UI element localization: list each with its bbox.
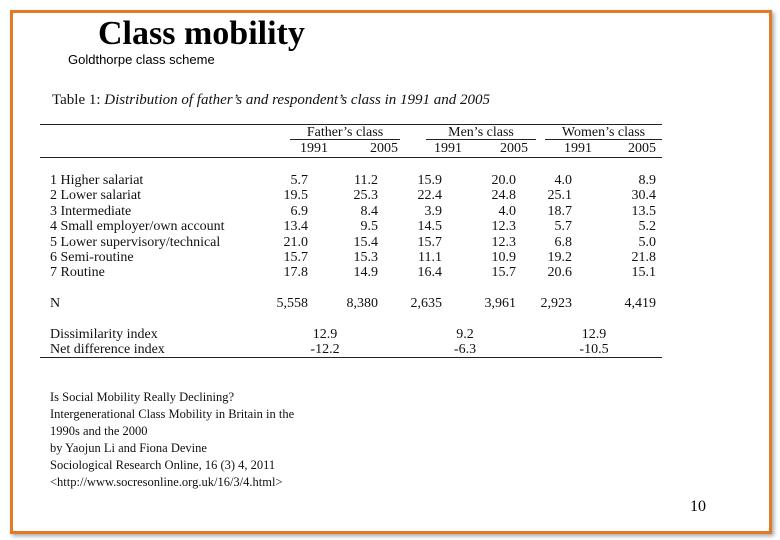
table-cell: 6.8	[554, 235, 572, 250]
index-cell: -6.3	[453, 342, 477, 357]
index-cell: -12.2	[310, 342, 340, 357]
table-cell: 20.6	[547, 265, 572, 280]
n-cell: 2,635	[410, 296, 442, 311]
year-header: 1991	[434, 141, 462, 156]
table-cell: 18.7	[547, 204, 572, 219]
n-cell: 3,961	[484, 296, 516, 311]
table-cell: 9.5	[360, 219, 378, 234]
citation-line: Is Social Mobility Really Declining?	[50, 390, 234, 404]
row-label: 3 Intermediate	[50, 204, 132, 219]
citation-line: Sociological Research Online, 16 (3) 4, 2011	[50, 458, 276, 472]
table-cell: 15.7	[491, 265, 516, 280]
table-cell: 4.0	[498, 204, 516, 219]
table-cell: 5.7	[290, 173, 308, 188]
n-row-label: N	[50, 296, 61, 311]
table-cell: 10.9	[491, 250, 516, 265]
table-cell: 25.1	[547, 188, 572, 203]
table-cell: 14.9	[353, 265, 378, 280]
table-caption	[52, 92, 490, 109]
table-cell: 15.1	[631, 265, 656, 280]
table-cell: 13.4	[283, 219, 308, 234]
slide-title: Class mobility	[98, 15, 305, 52]
n-cell: 4,419	[624, 296, 656, 311]
table-caption-label: Table 1:	[52, 92, 101, 108]
table-caption-text: Distribution of father’s and respondent’s class in 1991 and 2005	[104, 92, 490, 108]
citation-line: by Yaojun Li and Fiona Devine	[50, 441, 207, 455]
table-cell: 12.3	[491, 235, 516, 250]
table-cell: 11.1	[418, 250, 442, 265]
table-cell: 14.5	[417, 219, 442, 234]
citation-url: <http://www.socresonline.org.uk/16/3/4.html>	[50, 475, 283, 489]
row-label: 4 Small employer/own account	[50, 219, 225, 234]
row-label: 2 Lower salariat	[50, 188, 141, 203]
table-cell: 5.7	[554, 219, 572, 234]
table-cell: 13.5	[631, 204, 656, 219]
group-header-father: Father’s class	[306, 125, 384, 140]
net-difference-index-label: Net difference index	[50, 342, 165, 357]
n-cell: 8,380	[346, 296, 378, 311]
slide-subtitle: Goldthorpe class scheme	[68, 52, 215, 67]
row-label: 6 Semi-routine	[50, 250, 134, 265]
year-header: 2005	[628, 141, 656, 156]
table-header-rule	[40, 157, 662, 158]
index-cell: 12.9	[312, 327, 338, 342]
table-cell: 5.0	[638, 235, 656, 250]
group-header-women: Women’s class	[561, 125, 646, 140]
dissimilarity-index-label: Dissimilarity index	[50, 327, 158, 342]
table-cell: 21.0	[283, 235, 308, 250]
row-label: 5 Lower supervisory/technical	[50, 235, 221, 250]
table-cell: 16.4	[417, 265, 442, 280]
table-cell: 3.9	[424, 204, 442, 219]
table-cell: 17.8	[283, 265, 308, 280]
table-cell: 8.4	[360, 204, 378, 219]
citation-line: Intergenerational Class Mobility in Britain in the	[50, 407, 295, 421]
table-cell: 15.9	[417, 173, 442, 188]
year-header: 2005	[370, 141, 398, 156]
index-cell: 12.9	[581, 327, 607, 342]
table-cell: 15.3	[353, 250, 378, 265]
table-cell: 22.4	[417, 188, 442, 203]
table-cell: 15.4	[353, 235, 378, 250]
table-bottom-rule	[40, 357, 662, 358]
table-cell: 19.2	[547, 250, 572, 265]
index-cell: 9.2	[456, 327, 474, 342]
row-label: 1 Higher salariat	[50, 173, 144, 188]
year-header: 1991	[300, 141, 328, 156]
index-cell: -10.5	[579, 342, 609, 357]
citation-line: 1990s and the 2000	[50, 424, 148, 438]
page-number: 10	[690, 498, 706, 515]
table-cell: 8.9	[638, 173, 656, 188]
table-cell: 6.9	[290, 204, 308, 219]
n-cell: 2,923	[540, 296, 572, 311]
table-cell: 20.0	[491, 173, 516, 188]
table-cell: 21.8	[631, 250, 656, 265]
table-cell: 4.0	[554, 173, 572, 188]
table-cell: 24.8	[491, 188, 516, 203]
table-cell: 25.3	[353, 188, 378, 203]
row-label: 7 Routine	[50, 265, 105, 280]
table-cell: 19.5	[283, 188, 308, 203]
n-cell: 5,558	[276, 296, 308, 311]
table-cell: 30.4	[631, 188, 656, 203]
table-cell: 11.2	[354, 173, 378, 188]
table-cell: 5.2	[638, 219, 656, 234]
group-header-men: Men’s class	[448, 125, 514, 140]
year-header: 1991	[564, 141, 592, 156]
table-cell: 12.3	[491, 219, 516, 234]
table-cell: 15.7	[283, 250, 308, 265]
source-citation	[50, 389, 294, 491]
class-distribution-table	[40, 124, 662, 358]
year-header: 2005	[500, 141, 528, 156]
table-cell: 15.7	[417, 235, 442, 250]
